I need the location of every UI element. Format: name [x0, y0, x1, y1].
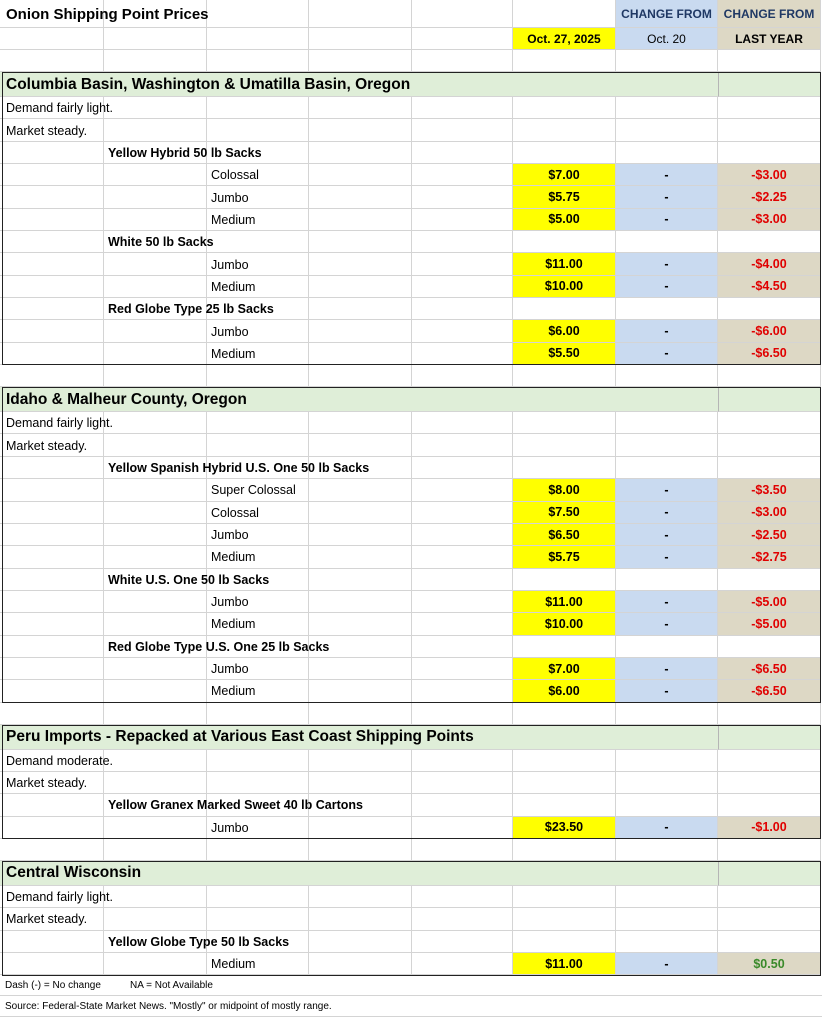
demand-row — [0, 412, 822, 434]
region-header-row — [0, 387, 822, 412]
date-header-cell — [513, 28, 616, 50]
category-row — [0, 457, 822, 479]
table-row — [0, 253, 822, 275]
size-label: Medium — [211, 346, 256, 361]
year-change-value: -$2.50 — [751, 527, 787, 542]
demand-note: Demand fairly light. — [6, 890, 113, 905]
week-change-value: - — [664, 549, 669, 564]
category-label: White U.S. One 50 lb Sacks — [108, 572, 270, 587]
week-change-value: - — [664, 661, 669, 676]
demand-row — [0, 886, 822, 908]
market-note: Market steady. — [6, 438, 88, 453]
table-row — [0, 680, 822, 702]
table-row — [0, 613, 822, 635]
category-row — [0, 636, 822, 658]
market-row — [0, 908, 822, 930]
table-row — [0, 524, 822, 546]
price-value: $11.00 — [545, 257, 583, 272]
year-change-value: -$6.50 — [751, 661, 787, 676]
year-change-value: -$2.75 — [751, 549, 787, 564]
spacer-row — [0, 365, 822, 387]
year-change-value: $0.50 — [753, 956, 785, 971]
demand-row — [0, 97, 822, 119]
category-row — [0, 569, 822, 591]
price-value: $23.50 — [544, 820, 584, 835]
price-value: $5.00 — [548, 212, 580, 227]
size-label: Jumbo — [211, 190, 249, 205]
market-note: Market steady. — [6, 912, 88, 927]
subheader-row — [0, 28, 822, 50]
region-name: Idaho & Malheur County, Oregon — [6, 390, 247, 408]
category-label: Red Globe Type U.S. One 25 lb Sacks — [108, 639, 330, 654]
category-label: Yellow Spanish Hybrid U.S. One 50 lb Sacks — [108, 460, 370, 475]
market-note: Market steady. — [6, 776, 88, 791]
year-change-value: -$5.00 — [751, 594, 787, 609]
year-change-value: -$6.50 — [751, 346, 787, 361]
year-change-value: -$3.00 — [751, 505, 787, 520]
spacer-row — [0, 50, 822, 72]
price-value: $10.00 — [544, 616, 584, 631]
change-from-year-header: CHANGE FROM — [723, 6, 815, 21]
size-label: Medium — [211, 684, 256, 699]
price-value: $11.00 — [545, 594, 583, 609]
source-row — [0, 996, 822, 1017]
table-row — [0, 953, 822, 975]
date-header: Oct. 27, 2025 — [527, 31, 601, 46]
change-from-week-header: CHANGE FROM — [621, 6, 712, 21]
table-row — [0, 479, 822, 501]
size-label: Jumbo — [211, 662, 249, 677]
table-row — [0, 502, 822, 524]
category-row — [0, 794, 822, 816]
week-sub-header-cell — [616, 28, 718, 50]
week-change-value: - — [664, 167, 669, 182]
week-change-value: - — [664, 594, 669, 609]
legend-dash: Dash (-) = No change — [5, 980, 101, 992]
year-sub-header: LAST YEAR — [735, 31, 803, 46]
price-value: $7.00 — [548, 167, 580, 182]
price-value: $5.75 — [548, 190, 580, 205]
source-note: Source: Federal-State Market News. "Mostly" or midpoint of mostly range. — [5, 1001, 332, 1013]
table-row — [0, 817, 822, 839]
week-change-value: - — [664, 683, 669, 698]
year-change-value: -$6.50 — [751, 683, 787, 698]
page-title: Onion Shipping Point Prices — [6, 5, 209, 23]
size-label: Colossal — [211, 505, 259, 520]
week-change-value: - — [664, 279, 669, 294]
demand-row — [0, 750, 822, 772]
size-label: Medium — [211, 957, 256, 972]
category-label: Red Globe Type 25 lb Sacks — [108, 302, 274, 317]
legend-row — [0, 975, 822, 996]
table-row — [0, 186, 822, 208]
price-value: $8.00 — [548, 482, 580, 497]
region-header-row — [0, 861, 822, 886]
size-label: Jumbo — [211, 595, 249, 610]
week-change-value: - — [664, 190, 669, 205]
category-row — [0, 231, 822, 253]
title-row — [0, 0, 822, 28]
region-header-row — [0, 725, 822, 750]
change-from-week-header-cell — [616, 0, 718, 28]
price-value: $6.00 — [548, 683, 580, 698]
year-change-value: -$3.00 — [751, 167, 787, 182]
market-note: Market steady. — [6, 123, 88, 138]
table-row — [0, 546, 822, 568]
size-label: Medium — [211, 279, 256, 294]
year-change-value: -$4.50 — [751, 279, 787, 294]
size-label: Jumbo — [211, 257, 249, 272]
region-name: Peru Imports - Repacked at Various East Coast Shipping Points — [6, 728, 474, 746]
year-sub-header-cell — [718, 28, 821, 50]
week-change-value: - — [664, 527, 669, 542]
week-change-value: - — [664, 505, 669, 520]
spacer-row — [0, 839, 822, 861]
size-label: Medium — [211, 617, 256, 632]
year-change-value: -$6.00 — [751, 324, 787, 339]
price-value: $10.00 — [544, 279, 584, 294]
size-label: Jumbo — [211, 528, 249, 543]
week-change-value: - — [664, 324, 669, 339]
category-label: Yellow Globe Type 50 lb Sacks — [108, 934, 290, 949]
category-label: White 50 lb Sacks — [108, 235, 214, 250]
year-change-value: -$1.00 — [751, 820, 787, 835]
week-change-value: - — [664, 346, 669, 361]
week-change-value: - — [664, 212, 669, 227]
table-row — [0, 658, 822, 680]
category-row — [0, 298, 822, 320]
category-label: Yellow Granex Marked Sweet 40 lb Cartons — [108, 798, 363, 813]
week-change-value: - — [664, 482, 669, 497]
market-row — [0, 434, 822, 456]
size-label: Colossal — [211, 168, 259, 183]
size-label: Super Colossal — [211, 483, 296, 498]
category-label: Yellow Hybrid 50 lb Sacks — [108, 145, 262, 160]
year-change-value: -$3.50 — [751, 482, 787, 497]
legend-na: NA = Not Available — [130, 980, 213, 992]
price-value: $6.00 — [548, 324, 580, 339]
table-row — [0, 343, 822, 365]
spacer-row — [0, 703, 822, 725]
market-row — [0, 772, 822, 794]
size-label: Jumbo — [211, 324, 249, 339]
table-row — [0, 591, 822, 613]
week-sub-header: Oct. 20 — [647, 31, 686, 46]
table-row — [0, 320, 822, 342]
price-value: $11.00 — [545, 956, 583, 971]
market-row — [0, 119, 822, 141]
demand-note: Demand fairly light. — [6, 416, 113, 431]
demand-note: Demand fairly light. — [6, 101, 113, 116]
week-change-value: - — [664, 616, 669, 631]
table-row — [0, 209, 822, 231]
table-row — [0, 164, 822, 186]
region-name: Central Wisconsin — [6, 864, 142, 882]
week-change-value: - — [664, 820, 669, 835]
year-change-value: -$3.00 — [751, 212, 787, 227]
size-label: Medium — [211, 212, 256, 227]
year-change-value: -$4.00 — [751, 257, 787, 272]
price-value: $6.50 — [548, 527, 580, 542]
region-header-row — [0, 72, 822, 97]
price-value: $5.75 — [548, 549, 580, 564]
table-body — [0, 50, 822, 975]
price-value: $5.50 — [548, 346, 580, 361]
week-change-value: - — [664, 257, 669, 272]
size-label: Jumbo — [211, 820, 249, 835]
change-from-year-header-cell — [718, 0, 821, 28]
price-value: $7.00 — [548, 661, 580, 676]
price-value: $7.50 — [548, 505, 580, 520]
category-row — [0, 142, 822, 164]
year-change-value: -$2.25 — [751, 190, 787, 205]
size-label: Medium — [211, 550, 256, 565]
week-change-value: - — [664, 956, 669, 971]
region-name: Columbia Basin, Washington & Umatilla Basin, Oregon — [6, 75, 411, 93]
demand-note: Demand moderate. — [6, 753, 114, 768]
year-change-value: -$5.00 — [751, 616, 787, 631]
category-row — [0, 931, 822, 953]
table-row — [0, 276, 822, 298]
